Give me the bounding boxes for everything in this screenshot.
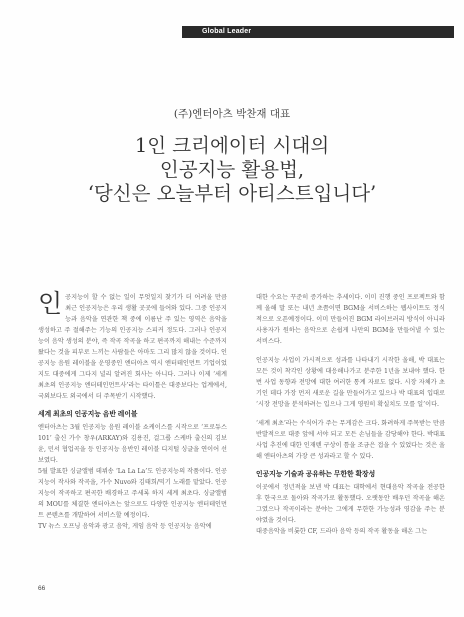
body-paragraph: 이곳에서 정년적을 보낸 박 대표는 대학에서 현대음악 작곡을 전공한 후 한국으로 돌아와 작곡가로 활동했다. 오랫동안 배우던 작곡을 해온 그였으나 작곡이라는 분야는 그에게 무한한 가능성과 영감을 주는 분야였을 것이다. xyxy=(256,484,445,524)
intro-paragraph xyxy=(38,289,227,402)
body-paragraph: ‘세계 최초’라는 수식어가 주는 무게감은 크다. 화려하게 주목받는 만큼 반발적으로 대중 앞에 서야 되고 모든 손님들을 감당해야 한다. 박대표 사업 추진에 대한 인재텐 구상이 틈을 조금은 접을 수 있었다는 것은 올해 엔터아츠의 가장 큰 성과라고 할 수 있다. xyxy=(256,420,445,460)
article-subtitle: (주)엔터아츠 박찬재 대표 xyxy=(173,108,291,120)
right-column xyxy=(256,292,445,537)
title-line-3: ‘당신은 오늘부터 아티스트입니다’ xyxy=(87,182,377,205)
intro-paragraph-text: 공지능이 할 수 없는 일이 무엇일지 찾기가 더 어려울 만큼 최근 인공지능은 우리 생활 곳곳에 들어와 있다. 그중 인공지능과 음악을 연관한 책 중에 이름난 주 있는 영역은 음악을 생성하고 주 절해주는 기능의 인공지능 스피커 정도다. 그러나 인공지능이 음악 생성의 분야, 즉 작곡 작곡을 하고 편곡까지 해내는 수준까지 왔다는 것을 피부로 느끼는 사람들은 아마도 그리 많지 않을 것이다. 인공지능 음원 레이블을 운영중인 엔터아츠 역시 엔터테인먼트 기업이었지도 대중에게 그다지 널리 알려진 회사는 아니다. 그러나 이제 ‘세계 최초의 인공지능 엔터테인먼트사’라는 타이틀은 대중보다는 업계에서, 국외보다도 외국에서 더 주목받기 시작했다. xyxy=(38,294,227,400)
body-paragraph: 인공지능 사업이 가시적으로 성과를 나타내기 시작한 올해, 박 대표는 모든 것이 착각인 상황에 대응해나가고 분주한 1년을 보내야 했다. 한번 사업 동향과 전망에 대한 여러한 통계 자료도 없다. 시장 자체가 초기인 데다 가장 먼저 새로운 길을 만들어가고 있으나 박 대표의 입대로 ‘시장 전망을 분석하려는 입으나 그게 영원히 확실치도 모를 일’이다. xyxy=(256,357,445,408)
body-paragraph: 엔터아츠는 3월 인공지능 음원 레이블 쇼케이스를 시작으로 ‘프로듀스 101’ 출신 가수 창우(ARKAY)와 김용진, 걸그룹 스케바 출신의 김보윤, 민서 협업곡을 등 인공지능 음반인 레이블 디지털 싱글을 연이어 선보였다. xyxy=(38,424,227,464)
article-title xyxy=(0,134,464,206)
body-paragraph: 5월 발표한 싱글앨범 데뷔송 ‘La La La’도 인공지능의 작품이다. 인공지능이 작사와 작곡을, 가수 Nuvo와 김태희/믹기 노래를 맡았다. 인공지능이 작곡하고 편곡한 배경하고 주세록 하지 세계 최초다. 싱글앨범의 MOU를 체결한 엔터아츠는 앞으로도 다양한 인공지능 엔터테인먼트 콘텐츠를 개발하여 서비스할 예정이다. xyxy=(38,468,227,519)
body-paragraph: TV 뉴스 오프닝 음악과 광고 음악, 게임 음악 등 인공지능 음악에 xyxy=(38,523,212,530)
left-column xyxy=(38,289,227,532)
section-heading-1: 세계 최초의 인공지능 음반 레이블 xyxy=(38,411,138,418)
body-paragraph: 대중음악을 비롯한 CF, 드라마 음악 등의 작곡 활동을 해온 그는 xyxy=(256,528,428,535)
body-paragraph: 대한 수요는 꾸준히 증가하는 추세이다. 이미 진행 중인 프로젝트와 함께 올해 말 또는 내년 초쯤이면 BGM을 서비스하는 웹사이트도 정식적으로 오픈예정이다. 이미 만들어진 BGM 라이브러리 방식이 아니라 사용자가 원하는 음악으로 손쉽게 나만의 BGM을 만들어낼 수 있는 서비스다. xyxy=(256,294,445,345)
title-line-2: 인공지능 활용법, xyxy=(159,158,305,181)
title-line-1: 1인 크리에이터 시대의 xyxy=(134,134,330,157)
drop-cap: 인 xyxy=(38,289,63,318)
page-number: 66 xyxy=(38,585,46,592)
section-label: Global Leader xyxy=(202,28,252,35)
section-heading-2: 인공지능 기술과 공유하는 무한한 확장성 xyxy=(256,471,376,478)
section-header-bar xyxy=(182,26,454,38)
